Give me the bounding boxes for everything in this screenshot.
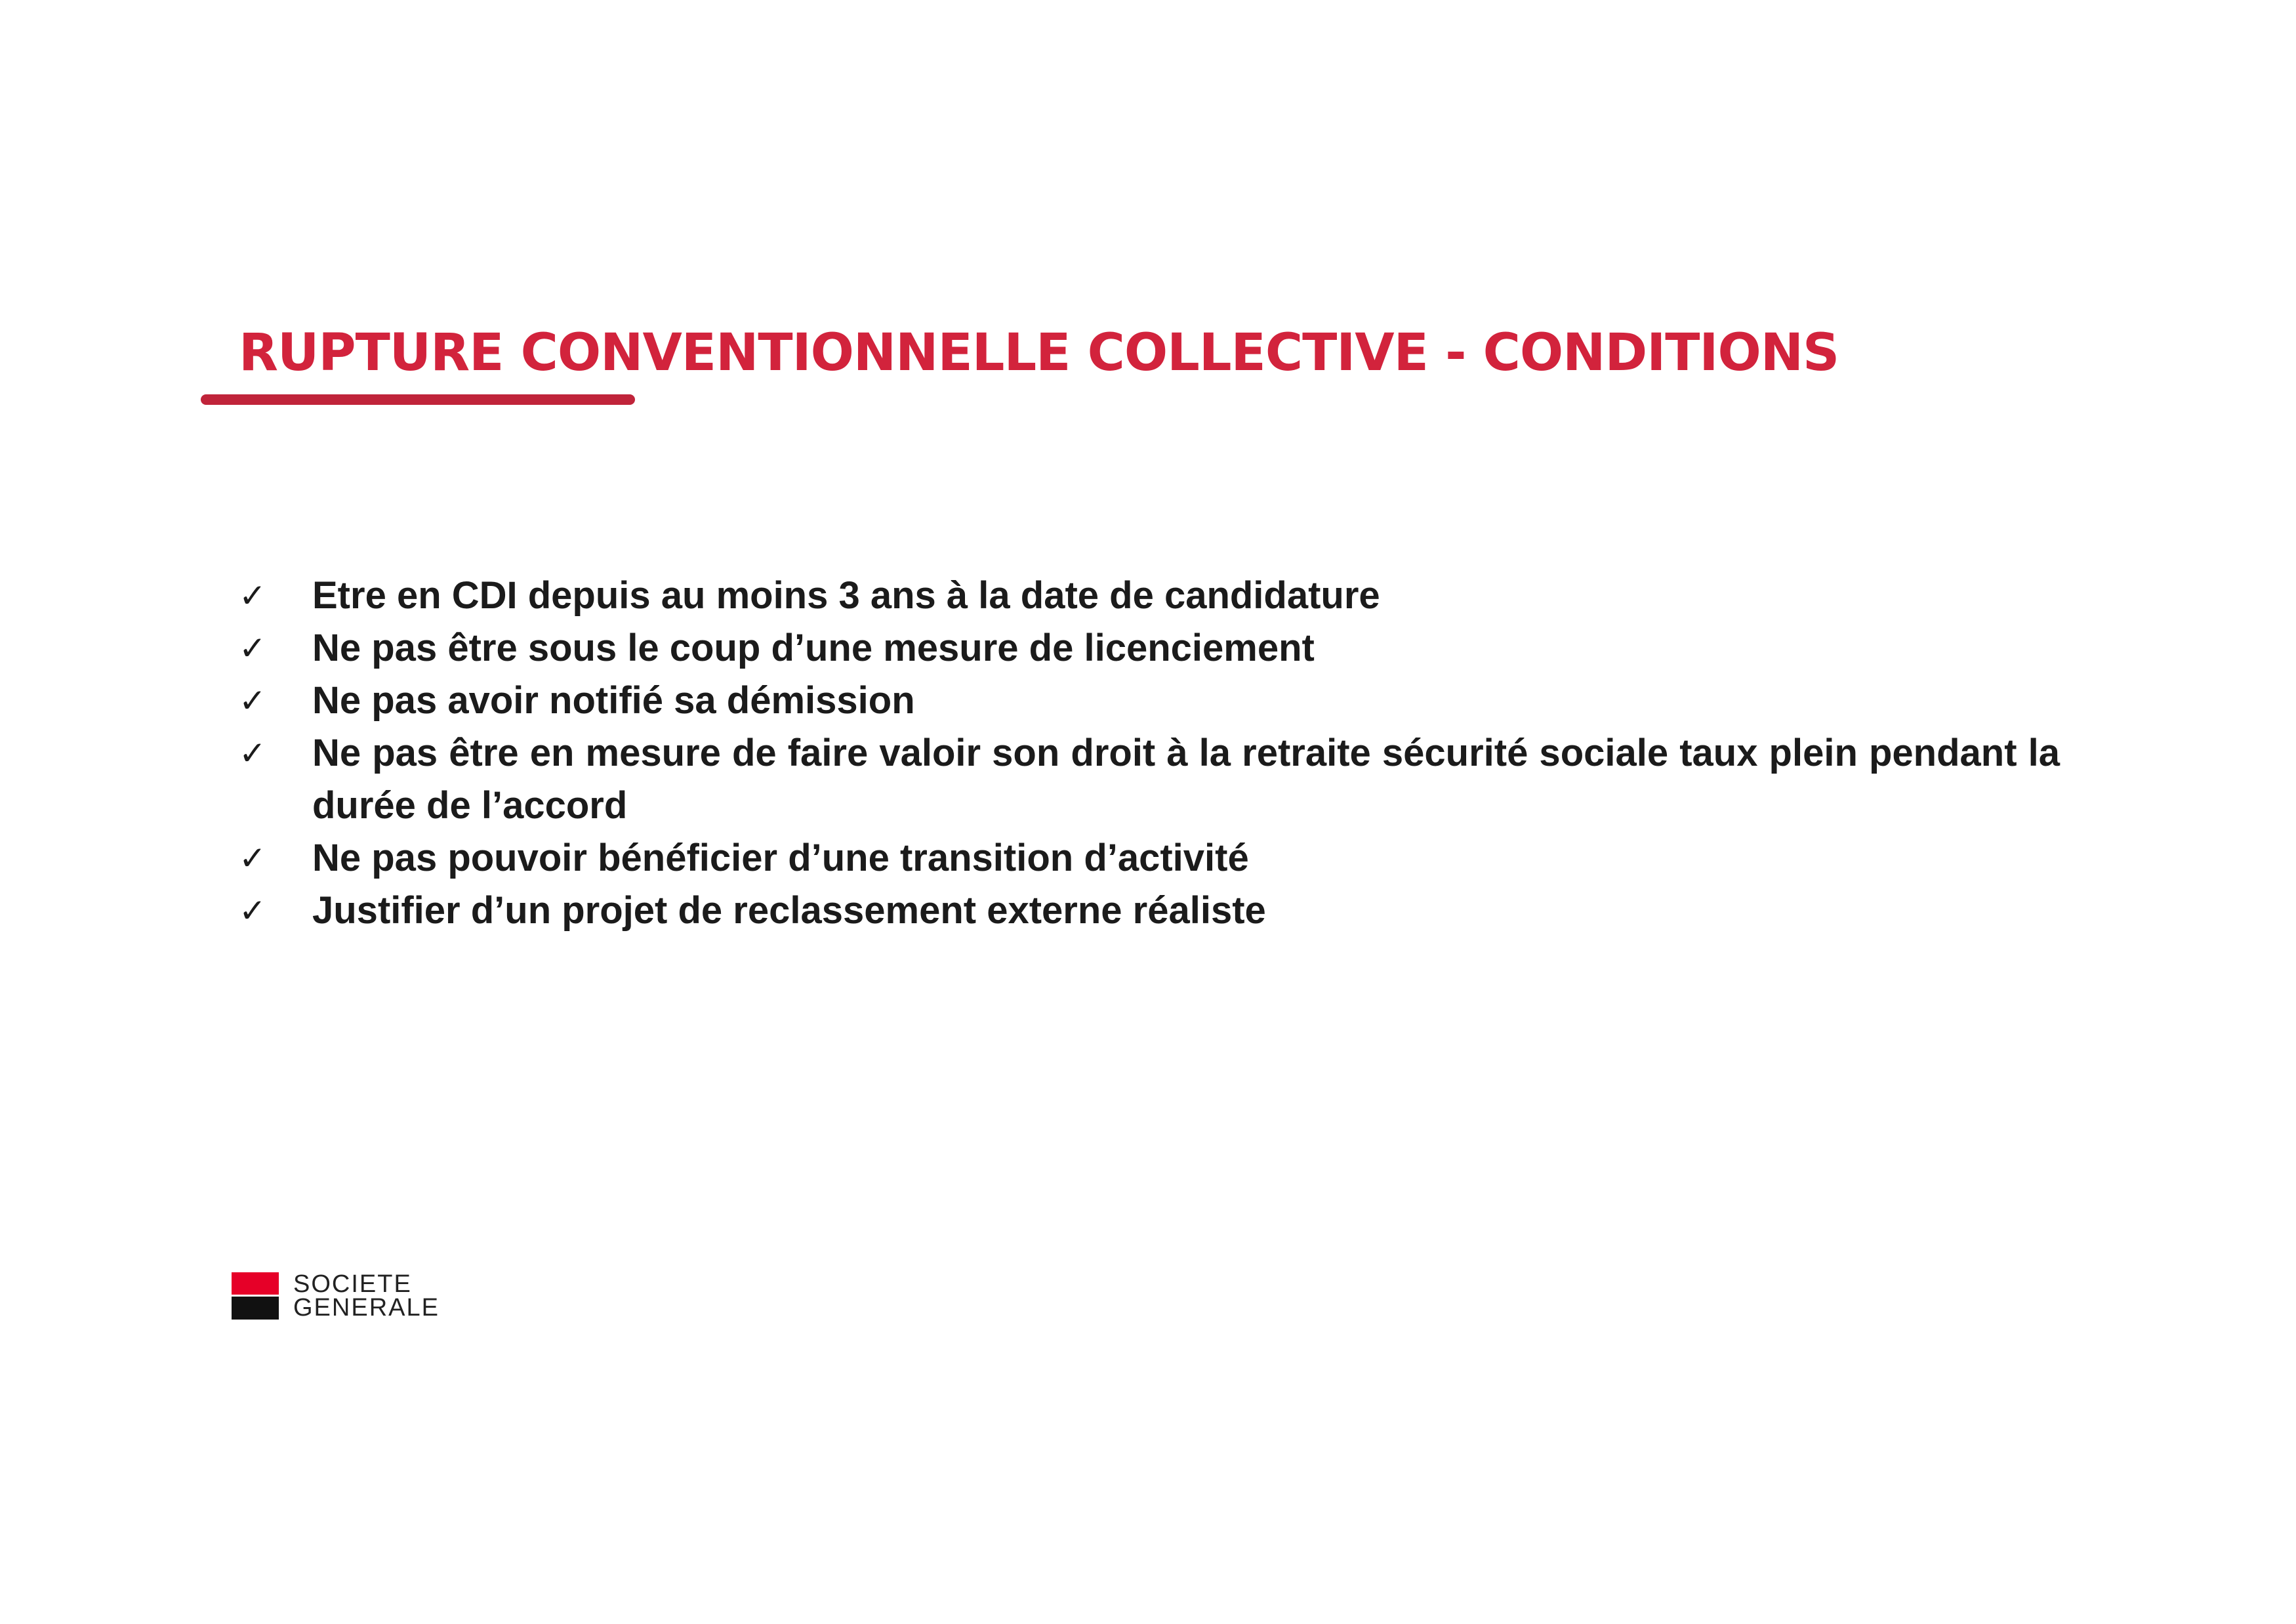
societe-generale-logo: [232, 1272, 440, 1320]
brand-name: [293, 1272, 440, 1320]
condition-text: Ne pas être sous le coup d’une mesure de licenciement: [312, 627, 1315, 669]
condition-text: Ne pas pouvoir bénéficier d’une transition d’activité: [312, 837, 1249, 879]
condition-text: Ne pas être en mesure de faire valoir son droit à la retraite sécurité sociale taux plein pendant la durée de l’accord: [312, 732, 2060, 827]
condition-text: Etre en CDI depuis au moins 3 ans à la date de candidature: [312, 574, 1380, 617]
condition-item: [236, 832, 2060, 885]
checkmark-icon: ✓: [239, 577, 266, 615]
condition-item: [236, 675, 2060, 727]
condition-item: [236, 885, 2060, 937]
checkmark-icon: ✓: [239, 682, 266, 720]
condition-text: Ne pas avoir notifié sa démission: [312, 679, 915, 722]
title-underline: [201, 394, 635, 405]
condition-item: [236, 622, 2060, 675]
slide-title: RUPTURE CONVENTIONNELLE COLLECTIVE - CONDITIONS: [239, 323, 1839, 383]
checkmark-icon: ✓: [239, 734, 266, 772]
brand-mark-icon: [232, 1272, 279, 1320]
condition-item: [236, 727, 2060, 832]
checkmark-icon: ✓: [239, 892, 266, 930]
conditions-list: [236, 570, 2060, 937]
brand-name-line1: SOCIETE: [293, 1270, 412, 1298]
checkmark-icon: ✓: [239, 839, 266, 877]
condition-text: Justifier d’un projet de reclassement externe réaliste: [312, 889, 1266, 932]
checkmark-icon: ✓: [239, 629, 266, 667]
condition-item: [236, 570, 2060, 622]
brand-name-line2: GENERALE: [293, 1294, 440, 1322]
